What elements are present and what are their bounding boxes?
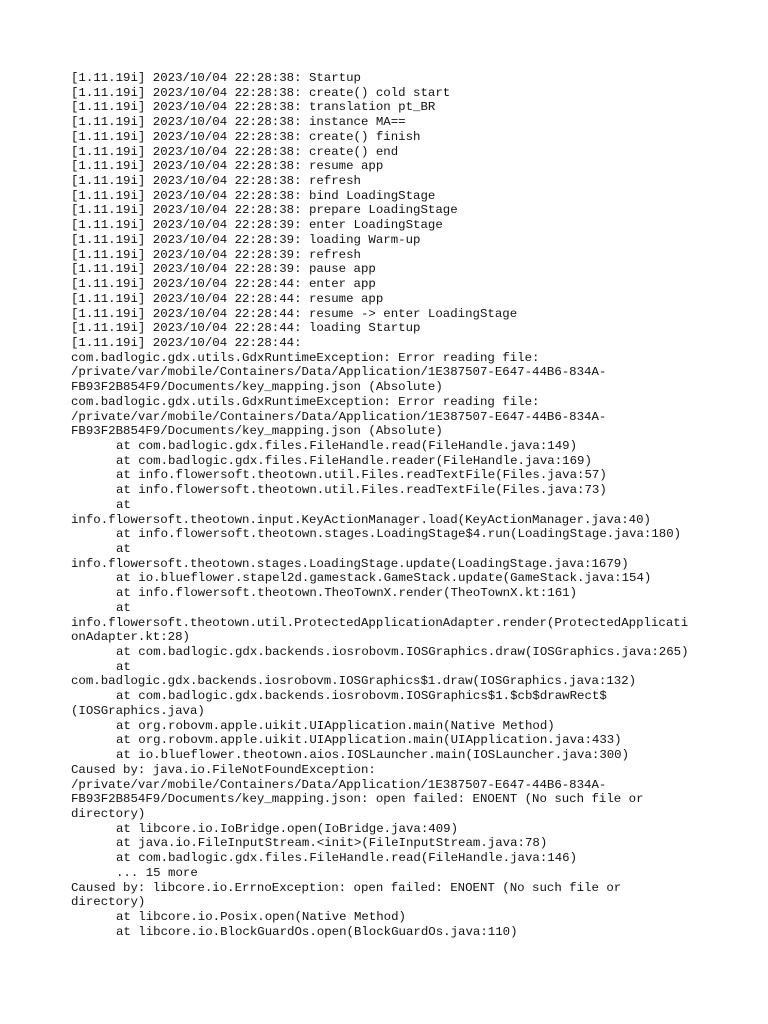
log-line: [1.11.19i] 2023/10/04 22:28:44: enter app <box>71 277 376 292</box>
log-line: com.badlogic.gdx.backends.iosrobovm.IOSGraphics$1.draw(IOSGraphics.java:132) <box>71 674 637 689</box>
log-line: at info.flowersoft.theotown.stages.LoadingStage$4.run(LoadingStage.java:180) <box>116 527 682 542</box>
log-line: directory) <box>71 895 146 910</box>
log-line: [1.11.19i] 2023/10/04 22:28:39: enter LoadingStage <box>71 218 443 233</box>
log-line: [1.11.19i] 2023/10/04 22:28:39: loading Warm-up <box>71 232 421 247</box>
log-line: at com.badlogic.gdx.files.FileHandle.read(FileHandle.java:146) <box>116 851 578 866</box>
log-line: at org.robovm.apple.uikit.UIApplication.main(Native Method) <box>116 718 555 733</box>
log-line: [1.11.19i] 2023/10/04 22:28:38: bind LoadingStage <box>71 188 436 203</box>
log-line: FB93F2B854F9/Documents/key_mapping.json (Absolute) <box>71 380 443 395</box>
log-line: [1.11.19i] 2023/10/04 22:28:39: pause app <box>71 262 376 277</box>
log-line: at <box>116 659 131 674</box>
log-line: at com.badlogic.gdx.files.FileHandle.reader(FileHandle.java:169) <box>116 453 592 468</box>
log-line: at libcore.io.IoBridge.open(IoBridge.java:409) <box>116 821 459 836</box>
log-line: [1.11.19i] 2023/10/04 22:28:38: create() cold start <box>71 85 451 100</box>
log-output <box>71 71 701 939</box>
log-line: com.badlogic.gdx.utils.GdxRuntimeException: Error reading file: <box>71 350 540 365</box>
log-line: info.flowersoft.theotown.input.KeyActionManager.load(KeyActionManager.java:40) <box>71 512 651 527</box>
log-line: directory) <box>71 806 146 821</box>
log-line: [1.11.19i] 2023/10/04 22:28:38: prepare LoadingStage <box>71 203 458 218</box>
log-line: [1.11.19i] 2023/10/04 22:28:38: resume app <box>71 159 384 174</box>
log-line: [1.11.19i] 2023/10/04 22:28:44: <box>71 335 302 350</box>
log-line: at io.blueflower.stapel2d.gamestack.GameStack.update(GameStack.java:154) <box>116 571 652 586</box>
log-line: at com.badlogic.gdx.backends.iosrobovm.IOSGraphics$1.$cb$drawRect$ <box>116 689 607 704</box>
log-line: /private/var/mobile/Containers/Data/Application/1E387507-E647-44B6-834A- <box>71 777 607 792</box>
log-line: at java.io.FileInputStream.<init>(FileInputStream.java:78) <box>116 836 548 851</box>
log-line: at io.blueflower.theotown.aios.IOSLauncher.main(IOSLauncher.java:300) <box>116 748 630 763</box>
log-line: [1.11.19i] 2023/10/04 22:28:39: refresh <box>71 247 361 262</box>
log-line: [1.11.19i] 2023/10/04 22:28:44: loading Startup <box>71 321 421 336</box>
log-line: Caused by: libcore.io.ErrnoException: open failed: ENOENT (No such file or <box>71 880 622 895</box>
log-line: /private/var/mobile/Containers/Data/Application/1E387507-E647-44B6-834A- <box>71 365 607 380</box>
log-line: com.badlogic.gdx.utils.GdxRuntimeException: Error reading file: <box>71 394 540 409</box>
log-line: at <box>116 542 131 556</box>
log-line: at org.robovm.apple.uikit.UIApplication.main(UIApplication.java:433) <box>116 733 622 748</box>
log-line: FB93F2B854F9/Documents/key_mapping.json: open failed: ENOENT (No such file or <box>71 792 644 807</box>
log-line: FB93F2B854F9/Documents/key_mapping.json (Absolute) <box>71 424 443 439</box>
log-line: at libcore.io.BlockGuardOs.open(BlockGuardOs.java:110) <box>116 924 518 939</box>
log-line: [1.11.19i] 2023/10/04 22:28:38: translation pt_BR <box>71 100 436 115</box>
log-line: ... 15 more <box>116 865 198 880</box>
log-line: info.flowersoft.theotown.stages.LoadingStage.update(LoadingStage.java:1679) <box>71 556 629 571</box>
log-line: onAdapter.kt:28) <box>71 630 190 645</box>
log-line: [1.11.19i] 2023/10/04 22:28:38: Startup <box>71 71 361 85</box>
log-line: /private/var/mobile/Containers/Data/Application/1E387507-E647-44B6-834A- <box>71 409 607 424</box>
log-line: at com.badlogic.gdx.files.FileHandle.read(FileHandle.java:149) <box>116 438 578 453</box>
log-line: at info.flowersoft.theotown.TheoTownX.render(TheoTownX.kt:161) <box>116 586 578 601</box>
log-line: [1.11.19i] 2023/10/04 22:28:38: refresh <box>71 174 361 189</box>
log-line: at <box>116 497 131 512</box>
log-line: at com.badlogic.gdx.backends.iosrobovm.IOSGraphics.draw(IOSGraphics.java:265) <box>116 645 689 660</box>
log-line: info.flowersoft.theotown.util.ProtectedApplicationAdapter.render(ProtectedApplicati <box>71 615 689 630</box>
log-line: [1.11.19i] 2023/10/04 22:28:38: create() end <box>71 144 399 159</box>
log-line: [1.11.19i] 2023/10/04 22:28:38: instance MA== <box>71 115 406 130</box>
log-line: Caused by: java.io.FileNotFoundException: <box>71 762 376 777</box>
log-line: at info.flowersoft.theotown.util.Files.readTextFile(Files.java:73) <box>116 483 607 498</box>
log-line: at info.flowersoft.theotown.util.Files.readTextFile(Files.java:57) <box>116 468 607 483</box>
log-line: [1.11.19i] 2023/10/04 22:28:44: resume app <box>71 291 384 306</box>
log-line: (IOSGraphics.java) <box>71 703 205 718</box>
log-line: at <box>116 600 131 615</box>
log-line: at libcore.io.Posix.open(Native Method) <box>116 909 406 924</box>
log-line: [1.11.19i] 2023/10/04 22:28:38: create() finish <box>71 129 421 144</box>
log-line: [1.11.19i] 2023/10/04 22:28:44: resume -> enter LoadingStage <box>71 306 518 321</box>
